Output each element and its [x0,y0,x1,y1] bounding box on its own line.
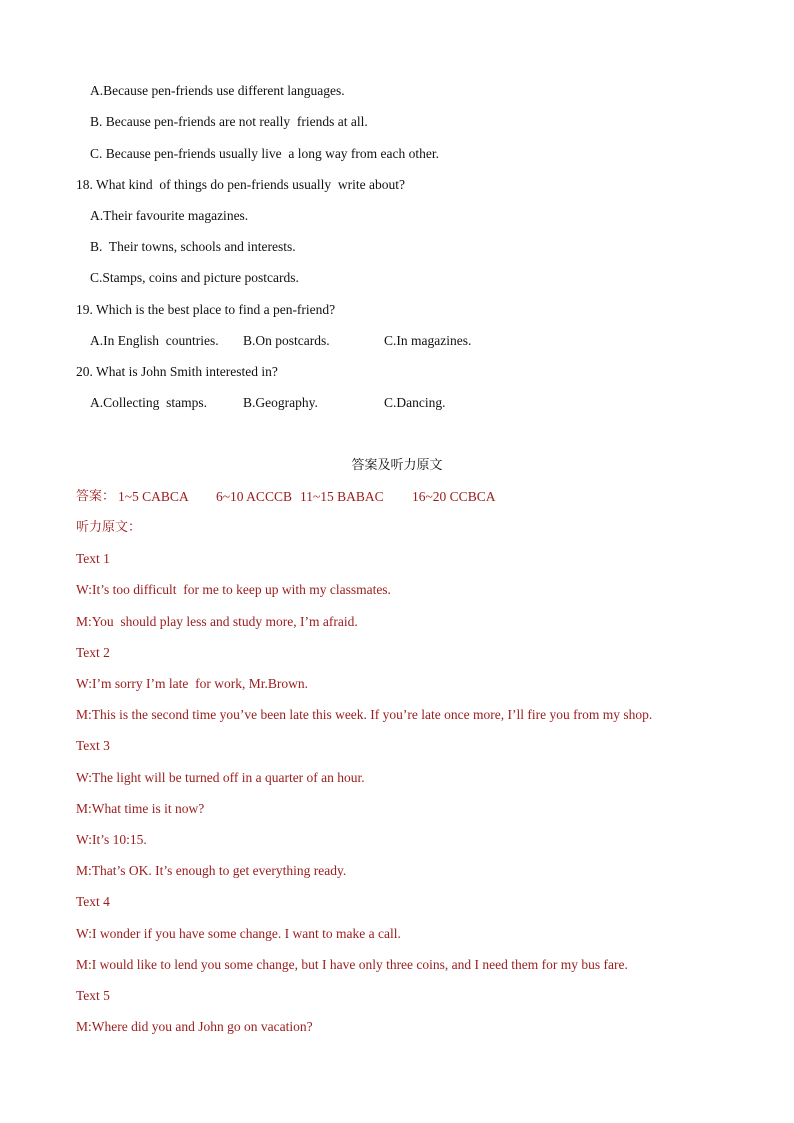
option-a: A.Because pen-friends use different languages. [90,83,345,98]
q19-option-a: A.In English countries. [90,333,219,348]
script-line: M:You should play less and study more, I’m afraid. [76,614,358,629]
q20-option-b: B.Geography. [243,395,318,410]
script-line: M:This is the second time you’ve been late this week. If you’re late once more, I’ll fire you from my shop. [76,707,653,722]
script-line: M:Where did you and John go on vacation? [76,1019,313,1034]
script-line: W:I’m sorry I’m late for work, Mr.Brown. [76,676,308,691]
answers-group-1: 1~5 CABCA [118,489,189,504]
q20-option-c: C.Dancing. [384,395,446,410]
q18-option-b: B. Their towns, schools and interests. [90,239,296,254]
q19-option-c: C.In magazines. [384,333,472,348]
answers-label: 答案： [76,489,116,504]
q18-option-c: C.Stamps, coins and picture postcards. [90,270,299,285]
script-line: Text 2 [76,645,110,660]
answers-heading: 答案及听力原文 [351,458,443,473]
answers-group-3: 11~15 BABAC [300,489,384,504]
answers-group-2: 6~10 ACCCB [216,489,292,504]
script-label: 听力原文： [76,520,142,535]
script-line: Text 1 [76,551,110,566]
question-18: 18. What kind of things do pen-friends usually write about? [76,177,405,192]
q20-option-a: A.Collecting stamps. [90,395,207,410]
script-line: Text 4 [76,894,110,909]
script-line: M:That’s OK. It’s enough to get everything ready. [76,863,347,878]
script-line: M:I would like to lend you some change, but I have only three coins, and I need them for my bus fare. [76,957,628,972]
script-line: Text 3 [76,738,110,753]
script-line: W:It’s too difficult for me to keep up with my classmates. [76,582,391,597]
script-line: W:It’s 10:15. [76,832,147,847]
answers-group-4: 16~20 CCBCA [412,489,496,504]
script-line: Text 5 [76,988,110,1003]
option-b: B. Because pen-friends are not really friends at all. [90,114,368,129]
script-line: W:I wonder if you have some change. I want to make a call. [76,926,401,941]
q19-option-b: B.On postcards. [243,333,330,348]
question-19: 19. Which is the best place to find a pen-friend? [76,302,336,317]
script-line: M:What time is it now? [76,801,205,816]
question-20: 20. What is John Smith interested in? [76,364,278,379]
script-line: W:The light will be turned off in a quarter of an hour. [76,770,365,785]
q18-option-a: A.Their favourite magazines. [90,208,249,223]
option-c: C. Because pen-friends usually live a long way from each other. [90,146,440,161]
